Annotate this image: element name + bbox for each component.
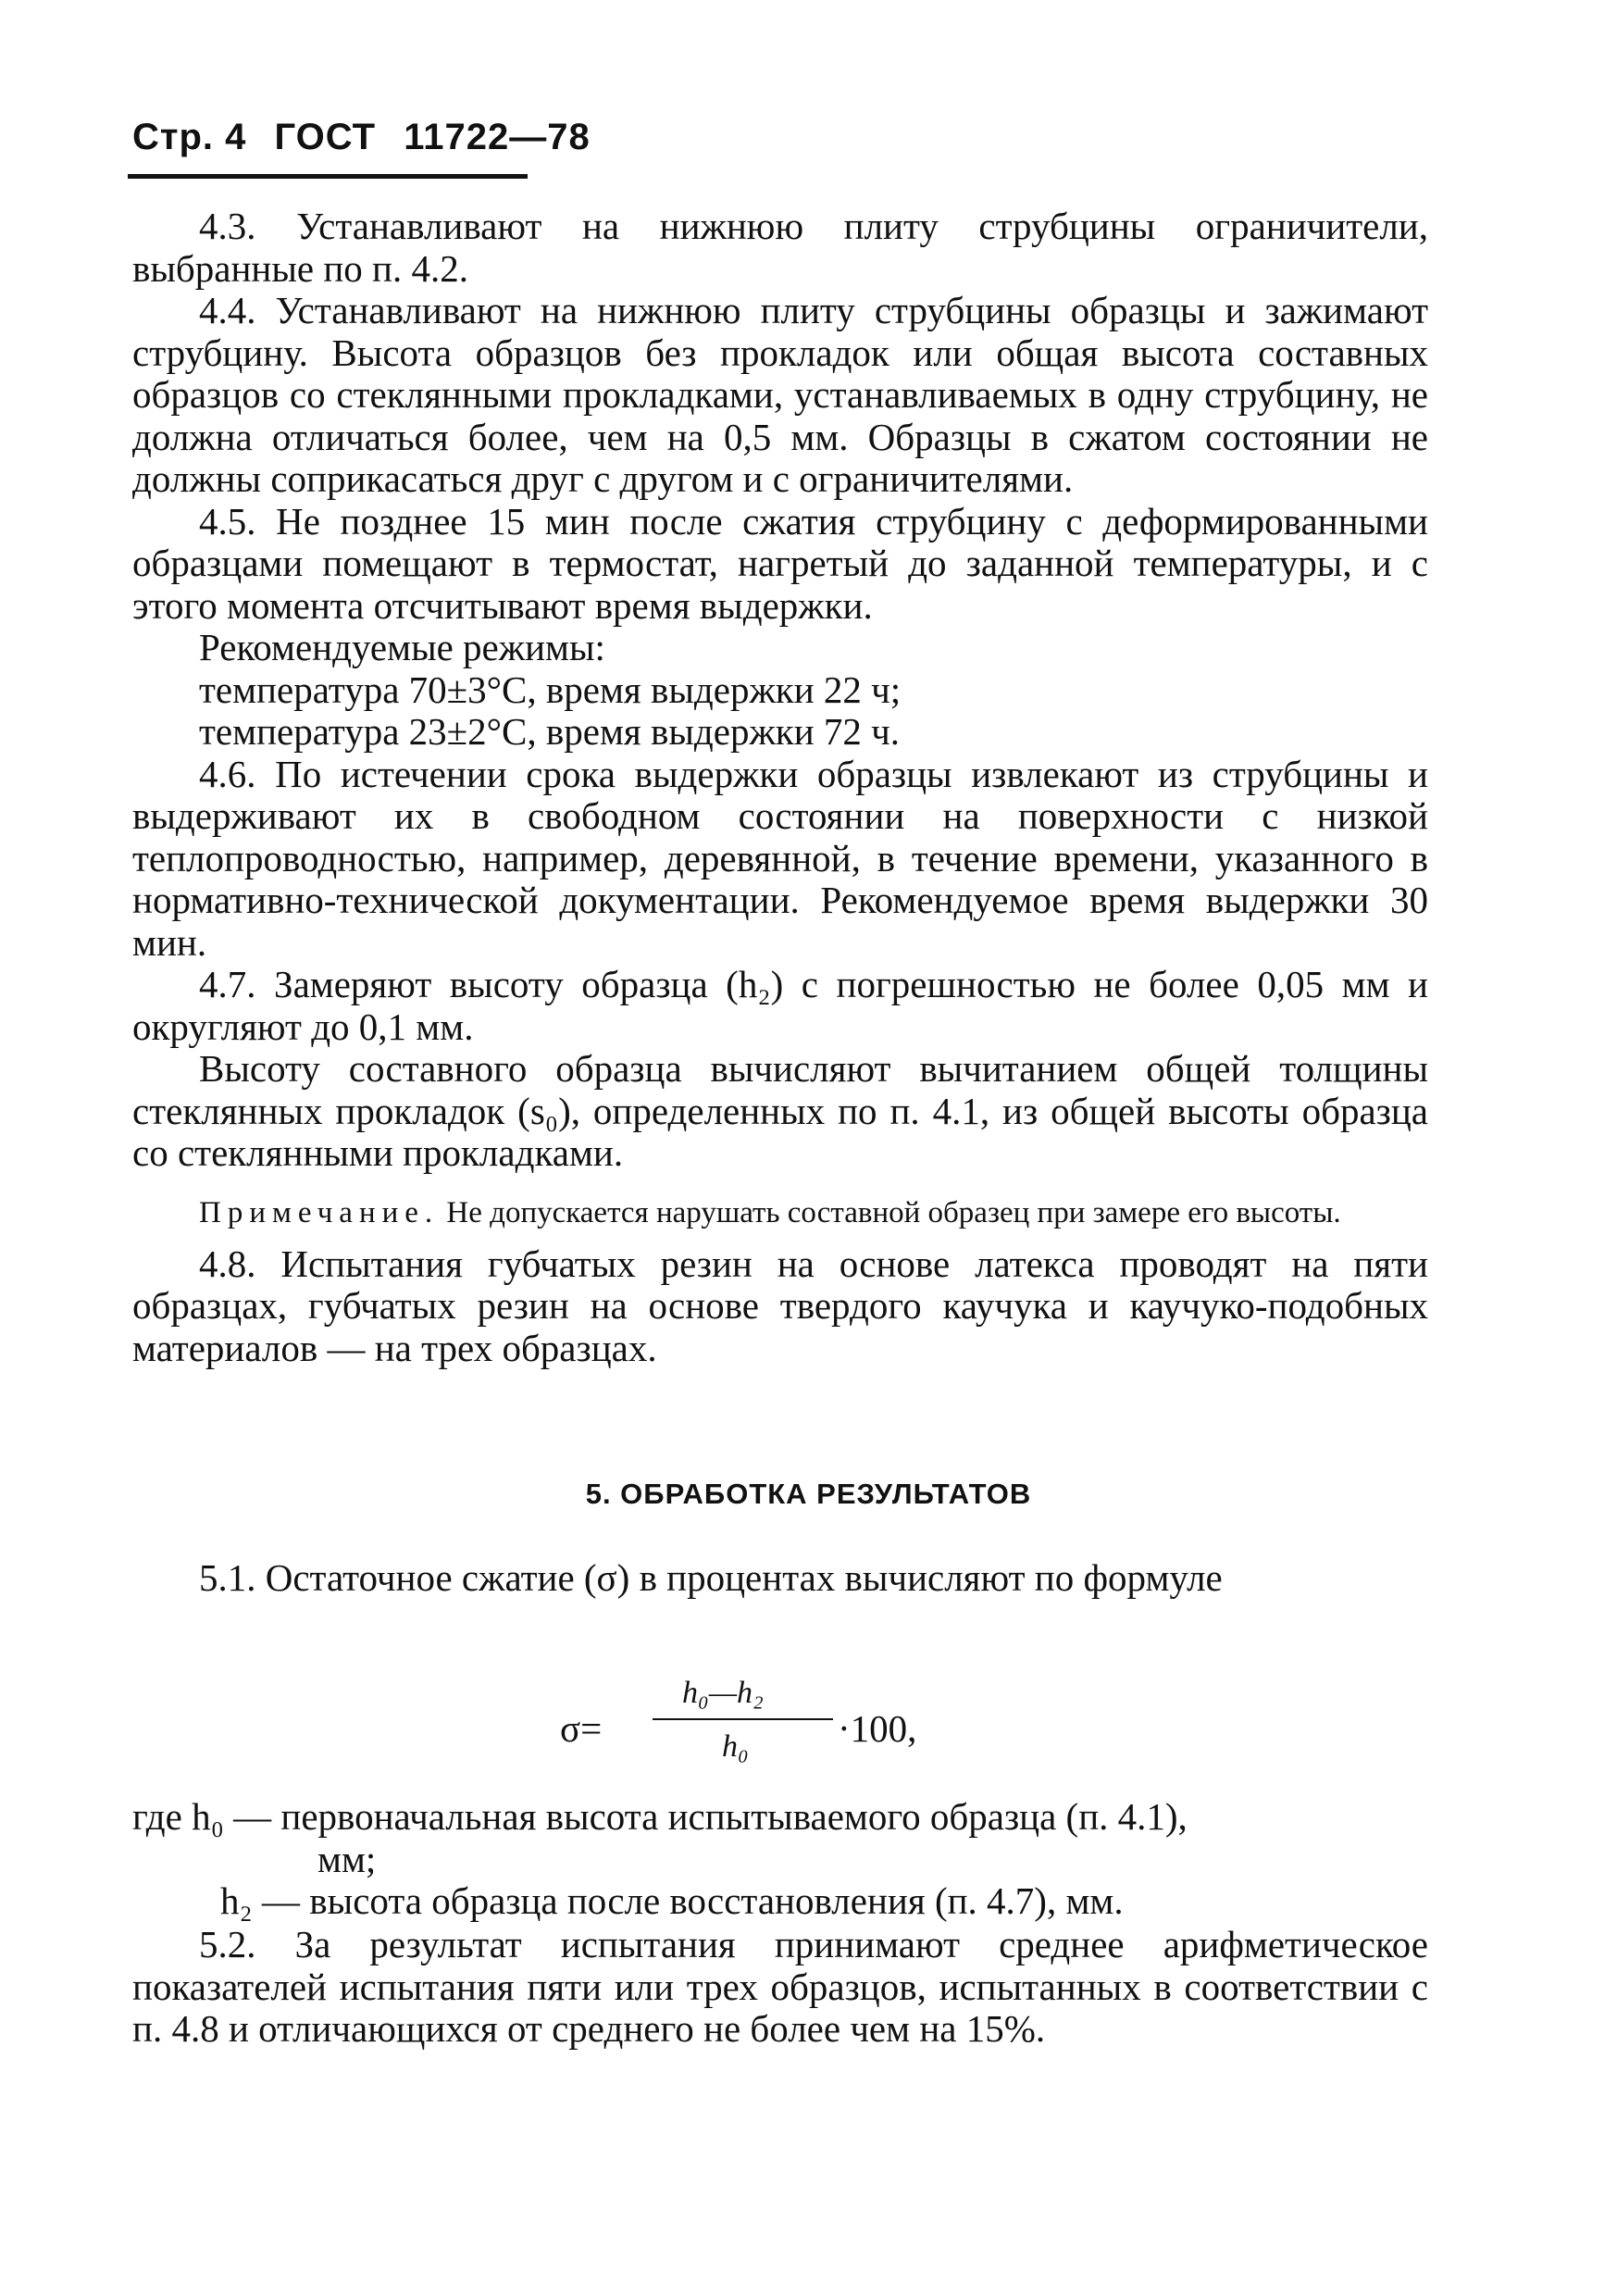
legend-h0: где h₀ — первоначальная высота испытываемого образца (п. 4.1), xyxy=(132,1795,1188,1838)
section-4-body xyxy=(132,206,1428,1369)
paragraph-4-8: 4.8. Испытания губчатых резин на основе латекса проводят на пяти образцах, губчатых резин на основе твердого каучука и каучуко-подобных материалов — на трех образцах. xyxy=(132,1242,1428,1369)
paragraph-4-7-continued: Высоту составного образца вычисляют вычитанием общей толщины стеклянных прокладок (s₀), определенных по п. 4.1, из общей высоты образца со стеклянными прокладками. xyxy=(132,1047,1428,1174)
formula xyxy=(560,1676,986,1787)
section-5-title: 5. ОБРАБОТКА РЕЗУЛЬТАТОВ xyxy=(585,1478,1032,1510)
legend-h0-unit: мм; xyxy=(317,1837,377,1880)
formula-denominator: h₀ xyxy=(722,1729,749,1764)
modes-title: Рекомендуемые режимы: xyxy=(199,626,605,668)
legend-h2: h₂ — высота образца после восстановления (п. 4.7), мм. xyxy=(220,1879,1124,1922)
fraction-bar xyxy=(653,1718,833,1720)
mode-2: температура 23±2°С, время выдержки 72 ч. xyxy=(199,710,901,753)
note xyxy=(132,1195,1428,1230)
formula-numerator: h₀—h₂ xyxy=(682,1676,764,1710)
section-5-body xyxy=(132,1924,1428,2051)
paragraph-4-5: 4.5. Не позднее 15 мин после сжатия струбцину с деформированными образцами помещают в термостат, нагретый до заданной температуры, и с этого момента отсчитывают время выдержки. xyxy=(132,499,1428,627)
paragraph-5-2: 5.2. За результат испытания принимают среднее арифметическое показателей испытания пяти или трех образцов, испытанных в соответствии с п. 4.8 и отличающихся от среднего не более чем на 15%. xyxy=(132,1923,1428,2050)
section-5-intro xyxy=(132,1557,1428,1600)
header-divider xyxy=(128,174,528,179)
note-text: Не допускается нарушать составной образец при замере его высоты. xyxy=(446,1195,1341,1229)
page-header xyxy=(132,117,607,158)
paragraph-4-3: 4.3. Устанавливают на нижнюю плиту струбцины ограничители, выбранные по п. 4.2. xyxy=(132,205,1428,290)
paragraph-4-6: 4.6. По истечении срока выдержки образцы извлекают из струбцины и выдерживают их в свободном состоянии на поверхности с низкой теплопроводностью, например, деревянной, в течение времени, указанного в нормативно-технической документации. Рекомендуемое время выдержки 30 мин. xyxy=(132,752,1428,964)
formula-lhs: σ= xyxy=(560,1707,603,1750)
standard-label: ГОСТ xyxy=(274,117,377,157)
mode-1: температура 70±3°С, время выдержки 22 ч; xyxy=(199,668,902,711)
page-number: Стр. 4 xyxy=(132,117,247,157)
note-label: Примечание. xyxy=(199,1195,440,1229)
paragraph-4-4: 4.4. Устанавливают на нижнюю плиту струбцины образцы и зажимают струбцину. Высота образцов без прокладок или общая высота составных образцов со стеклянными прокладками, устанавливаемых в одну струбцину, не должна отличаться более, чем на 0,5 мм. Образцы в сжатом состоянии не должны соприкасаться друг с другом и с ограничителями. xyxy=(132,289,1428,500)
paragraph-5-1: 5.1. Остаточное сжатие (σ) в процентах вычисляют по формуле xyxy=(199,1556,1223,1599)
standard-number: 11722—78 xyxy=(404,117,591,157)
paragraph-4-7: 4.7. Замеряют высоту образца (h₂) с погрешностью не более 0,05 мм и округляют до 0,1 мм. xyxy=(132,963,1428,1048)
formula-rhs: ·100, xyxy=(838,1707,917,1750)
formula-legend xyxy=(132,1796,1428,1923)
